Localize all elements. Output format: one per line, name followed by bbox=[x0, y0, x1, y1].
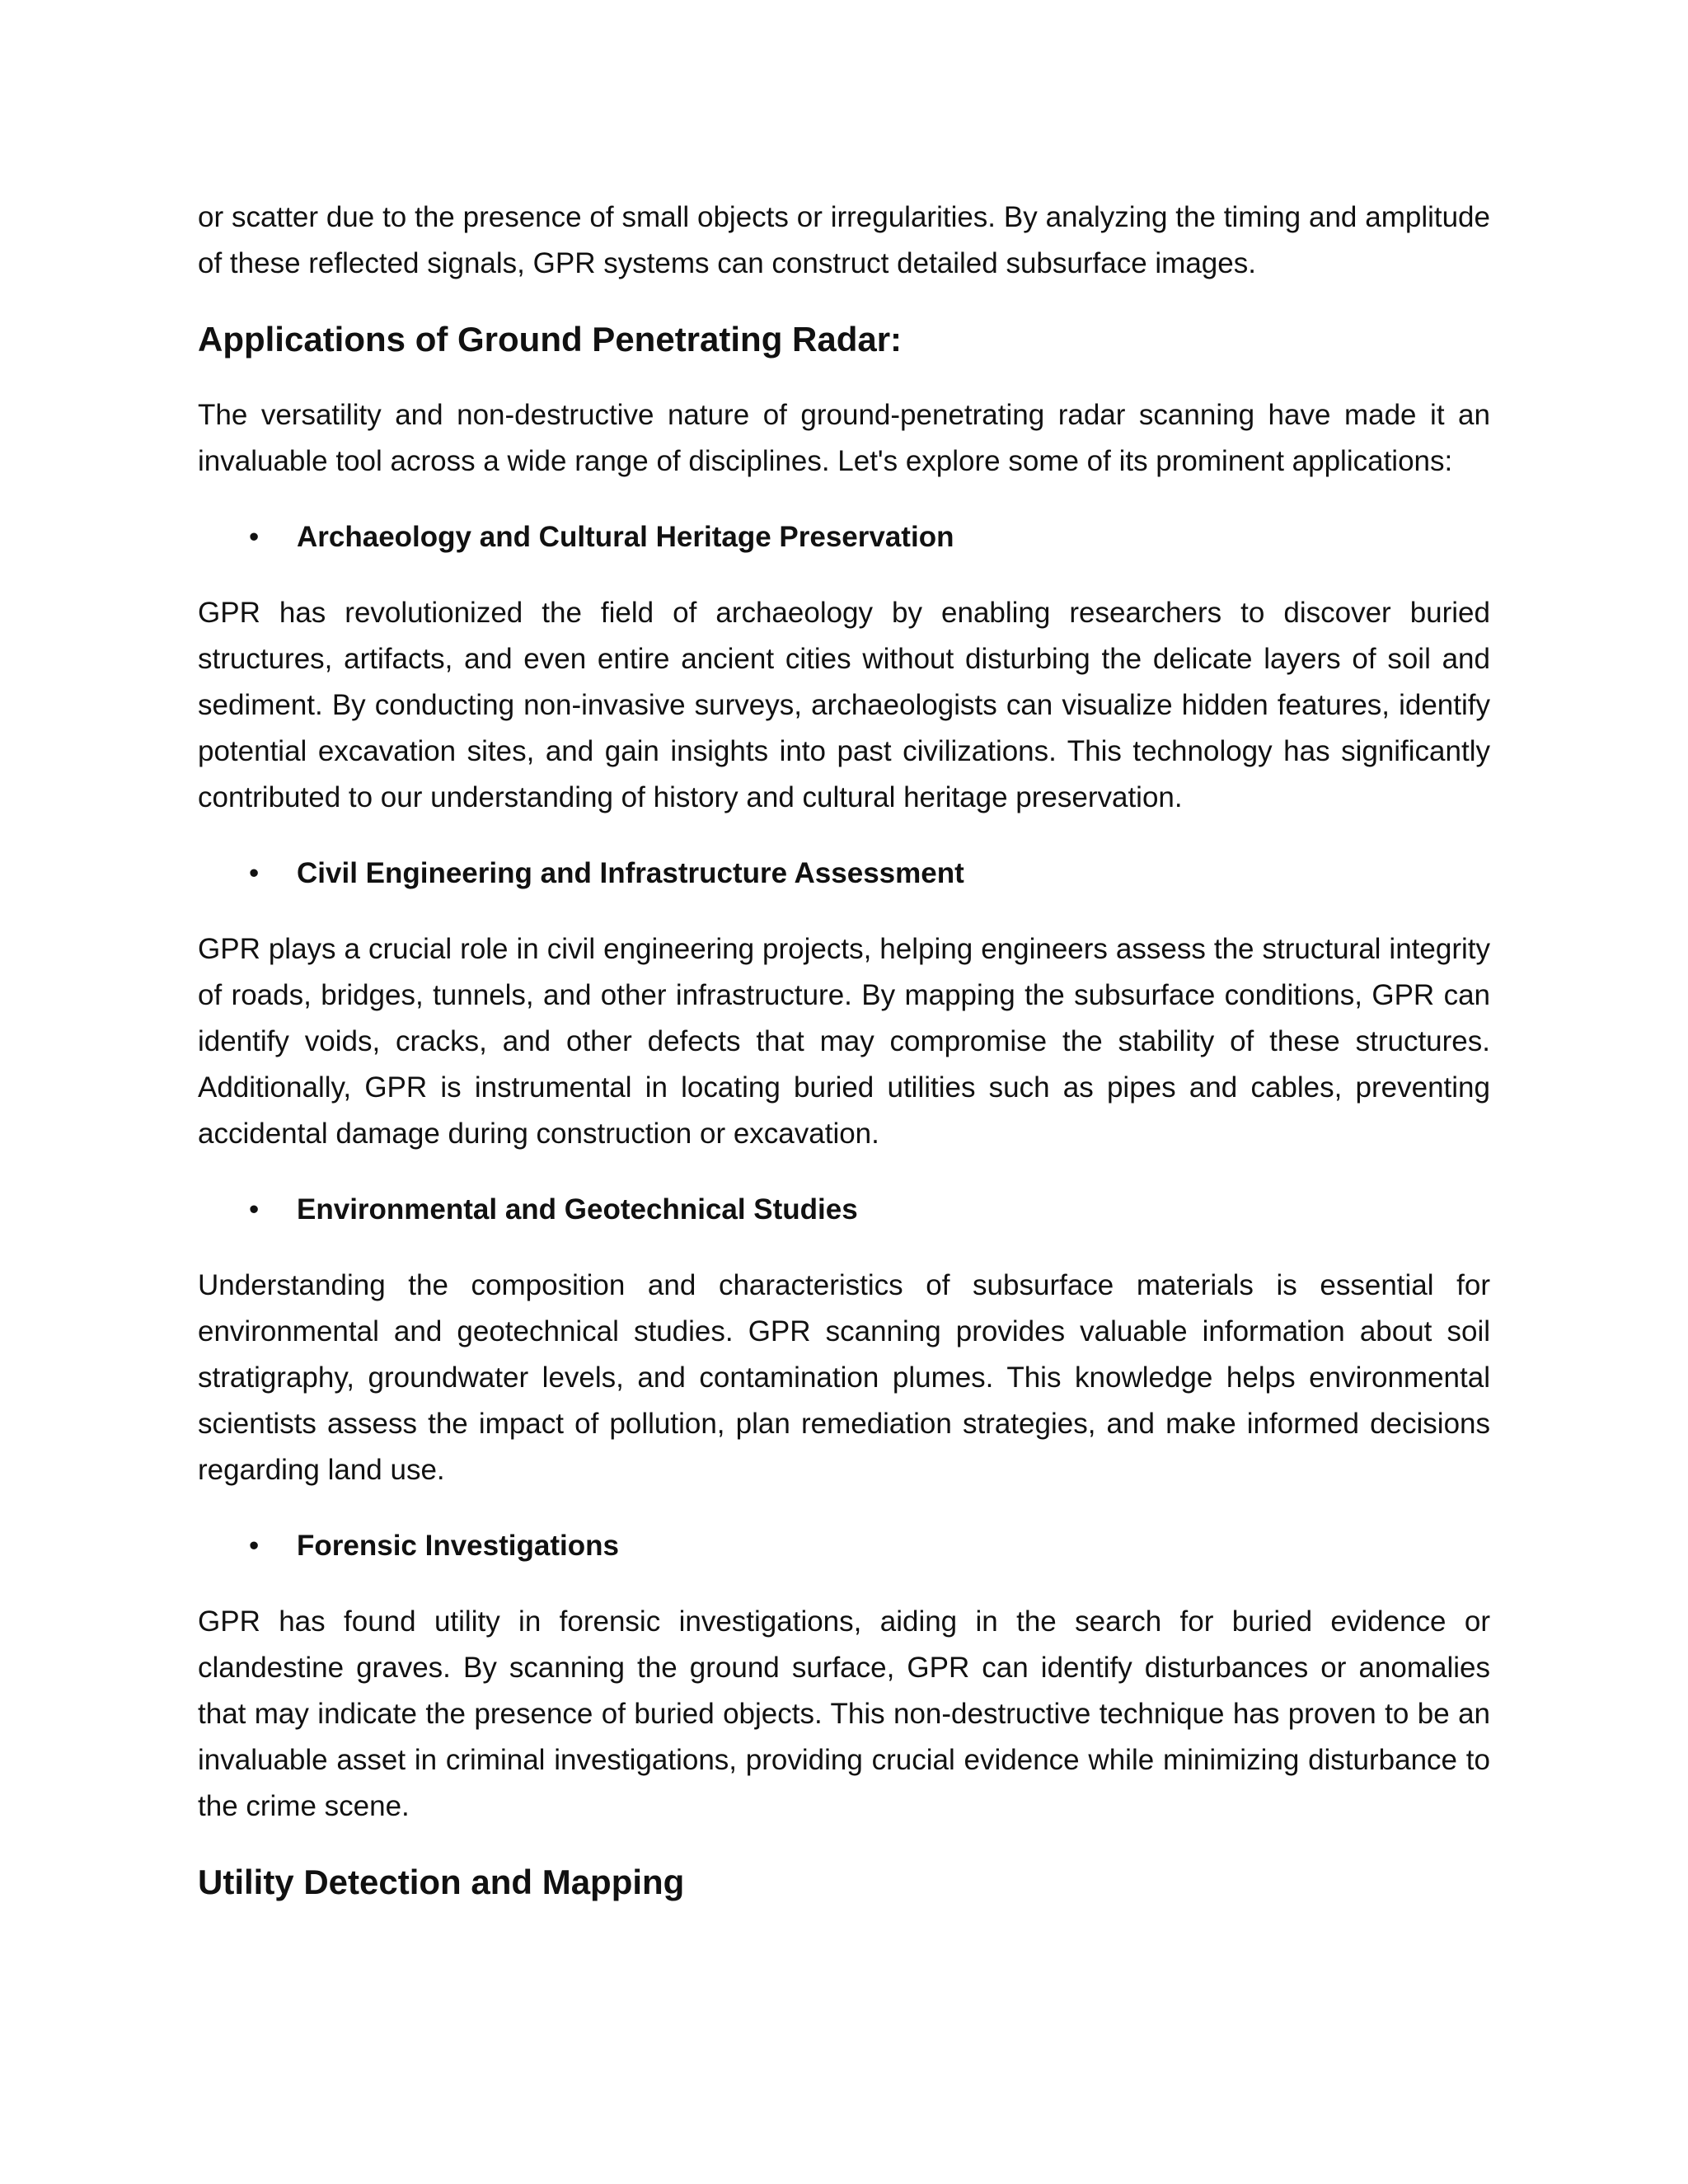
bullet-title: Forensic Investigations bbox=[297, 1530, 619, 1562]
civil-engineering-paragraph: GPR plays a crucial role in civil engineering projects, helping engineers assess the structural integrity of roads, bridges, tunnels, and other infrastructure. By mapping the subsurface conditions, GPR can identify voids, cracks, and other defects that may compromise the stability of these structures. Additionally, GPR is instrumental in locating buried utilities such as pipes and cables, preventing accidental damage during construction or excavation. bbox=[198, 933, 1490, 1150]
archaeology-paragraph: GPR has revolutionized the field of archaeology by enabling researchers to discover buried structures, artifacts, and even entire ancient cities without disturbing the delicate layers of soil and sediment. By conducting non-invasive surveys, archaeologists can visualize hidden features, identify potential excavation sites, and gain insights into past civilizations. This technology has significantly contributed to our understanding of history and cultural heritage preservation. bbox=[198, 597, 1490, 813]
bullet-icon: • bbox=[249, 521, 260, 553]
applications-paragraph: The versatility and non-destructive nature of ground-penetrating radar scanning have made it an invaluable tool across a wide range of disciplines. Let's explore some of its prominent applications: bbox=[198, 399, 1490, 477]
bullet-icon: • bbox=[249, 857, 260, 889]
bullet-title: Archaeology and Cultural Heritage Preservation bbox=[297, 521, 954, 553]
document-body bbox=[198, 194, 1490, 1905]
section-heading-utility: Utility Detection and Mapping bbox=[198, 1863, 685, 1901]
forensic-paragraph: GPR has found utility in forensic investigations, aiding in the search for buried evidence or clandestine graves. By scanning the ground surface, GPR can identify disturbances or anomalies that may indicate the presence of buried objects. This non-destructive technique has proven to be an invaluable asset in criminal investigations, providing crucial evidence while minimizing disturbance to the crime scene. bbox=[198, 1605, 1490, 1822]
bullet-item-forensic bbox=[198, 1523, 1490, 1569]
bullet-item-civil-engineering bbox=[198, 851, 1490, 897]
bullet-icon: • bbox=[249, 1193, 260, 1226]
bullet-title: Civil Engineering and Infrastructure Assessment bbox=[297, 857, 964, 889]
intro-paragraph: or scatter due to the presence of small objects or irregularities. By analyzing the timing and amplitude of these reflected signals, GPR systems can construct detailed subsurface images. bbox=[198, 201, 1490, 279]
section-heading-applications: Applications of Ground Penetrating Radar: bbox=[198, 320, 903, 359]
bullet-icon: • bbox=[249, 1530, 260, 1562]
bullet-item-archaeology bbox=[198, 514, 1490, 560]
bullet-item-environmental bbox=[198, 1187, 1490, 1233]
environmental-paragraph: Understanding the composition and characteristics of subsurface materials is essential for environmental and geotechnical studies. GPR scanning provides valuable information about soil stratigraphy, groundwater levels, and contamination plumes. This knowledge helps environmental scientists assess the impact of pollution, plan remediation strategies, and make informed decisions regarding land use. bbox=[198, 1269, 1490, 1486]
bullet-title: Environmental and Geotechnical Studies bbox=[297, 1193, 858, 1226]
